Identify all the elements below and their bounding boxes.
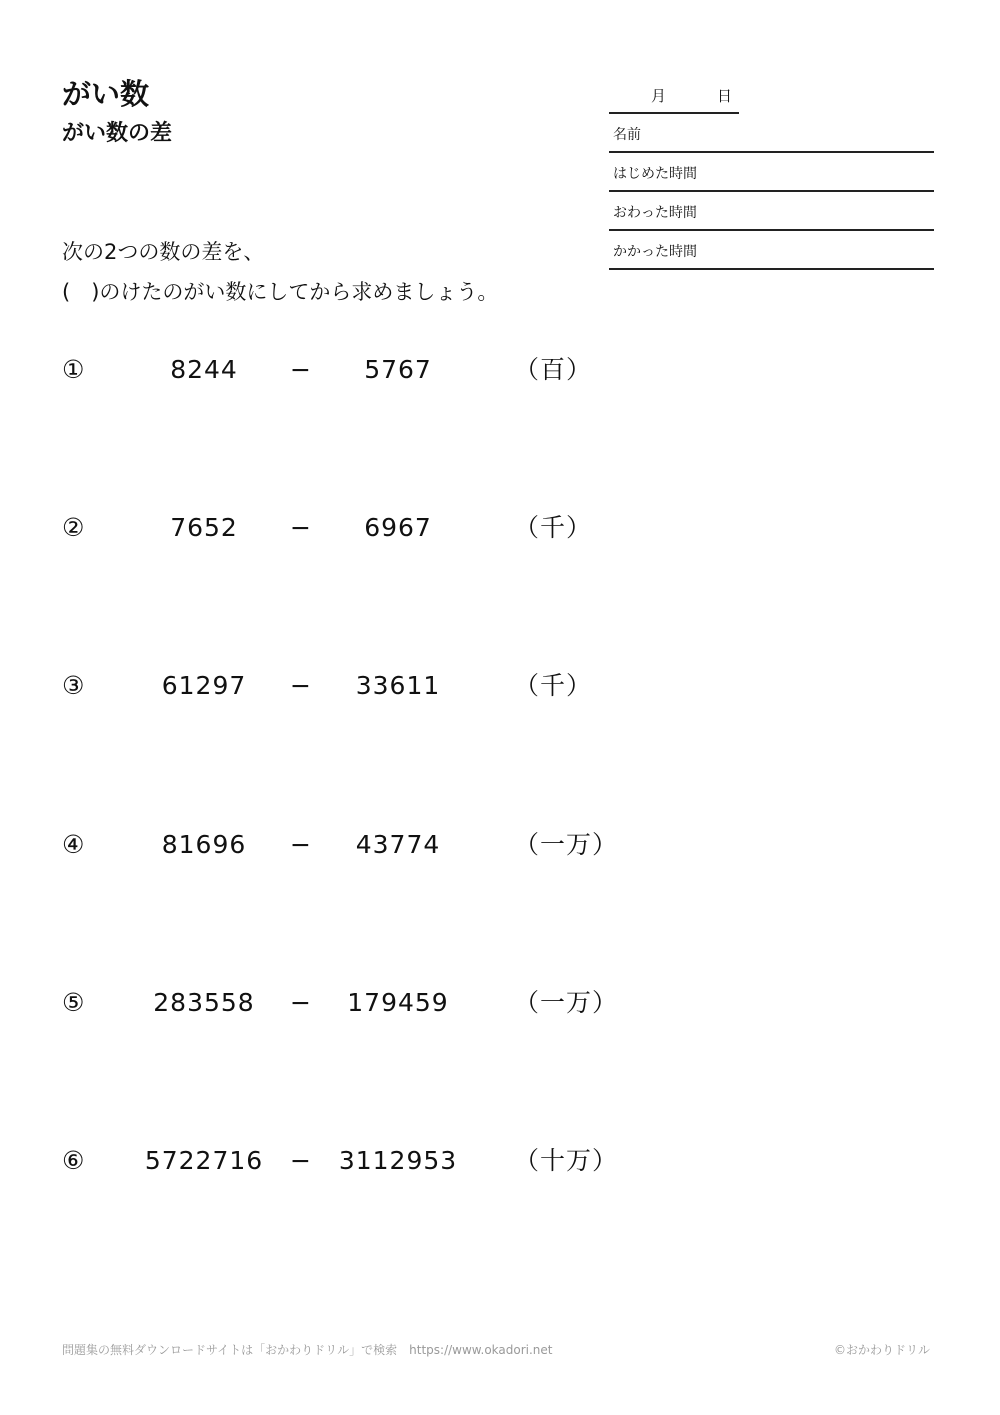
problem-item	[0, 340, 700, 498]
page-subtitle: がい数の差	[62, 121, 173, 146]
rounding-place: （千）	[514, 513, 593, 543]
problem-number: ③	[62, 671, 86, 701]
instruction-line: ( )のけたのがい数にしてから求めましょう。	[62, 280, 499, 304]
minuend: 81696	[161, 829, 247, 859]
minuend: 283558	[153, 987, 255, 1017]
problem-item	[0, 656, 700, 814]
subtrahend: 43774	[355, 829, 441, 859]
rounding-place: （十万）	[514, 1145, 619, 1175]
problem-item	[0, 973, 700, 1131]
rounding-place: （百）	[514, 355, 593, 384]
elapsed-time-label: かかった時間	[613, 244, 697, 260]
end-time-field	[609, 192, 934, 231]
minus-sign: −	[290, 513, 312, 543]
subtrahend: 5767	[364, 355, 432, 384]
instructions	[62, 232, 498, 312]
minus-sign: −	[290, 987, 312, 1017]
problem-number: ⑥	[62, 1145, 86, 1175]
page-title: がい数	[62, 77, 150, 111]
info-table	[609, 114, 934, 270]
minus-sign: −	[290, 1145, 312, 1175]
subtrahend: 33611	[355, 671, 441, 701]
minuend: 5722716	[144, 1145, 264, 1175]
minuend: 8244	[170, 355, 238, 384]
subtrahend: 179459	[347, 987, 449, 1017]
footer-copyright: ©おかわりドリル	[833, 1343, 930, 1357]
minuend: 7652	[170, 513, 238, 543]
problem-number: ②	[62, 513, 86, 543]
rounding-place: （一万）	[514, 829, 619, 859]
name-label: 名前	[613, 127, 641, 143]
rounding-place: （千）	[514, 671, 593, 701]
minus-sign: −	[290, 829, 312, 859]
end-time-label: おわった時間	[613, 205, 697, 221]
problem-item	[0, 1131, 700, 1289]
minuend: 61297	[161, 671, 247, 701]
minus-sign: −	[290, 355, 312, 384]
problem-number: ⑤	[62, 987, 86, 1017]
elapsed-time-field	[609, 231, 934, 270]
problem-list	[0, 340, 700, 1289]
problem-item	[0, 498, 700, 656]
subtrahend: 3112953	[338, 1145, 458, 1175]
problem-item	[0, 815, 700, 973]
instruction-line: 次の2つの数の差を、	[62, 240, 265, 264]
day-label: 日	[717, 87, 733, 105]
problem-number: ④	[62, 829, 86, 859]
minus-sign: −	[290, 671, 312, 701]
start-time-field	[609, 153, 934, 192]
month-label: 月	[651, 87, 667, 105]
rounding-place: （一万）	[514, 987, 619, 1017]
footer-note: 問題集の無料ダウンロードサイトは「おかわりドリル」で検索 https://www.okadori.net	[62, 1343, 553, 1357]
problem-number: ①	[62, 355, 86, 384]
name-field	[609, 114, 934, 153]
date-field	[609, 82, 739, 114]
start-time-label: はじめた時間	[613, 166, 697, 182]
subtrahend: 6967	[364, 513, 432, 543]
